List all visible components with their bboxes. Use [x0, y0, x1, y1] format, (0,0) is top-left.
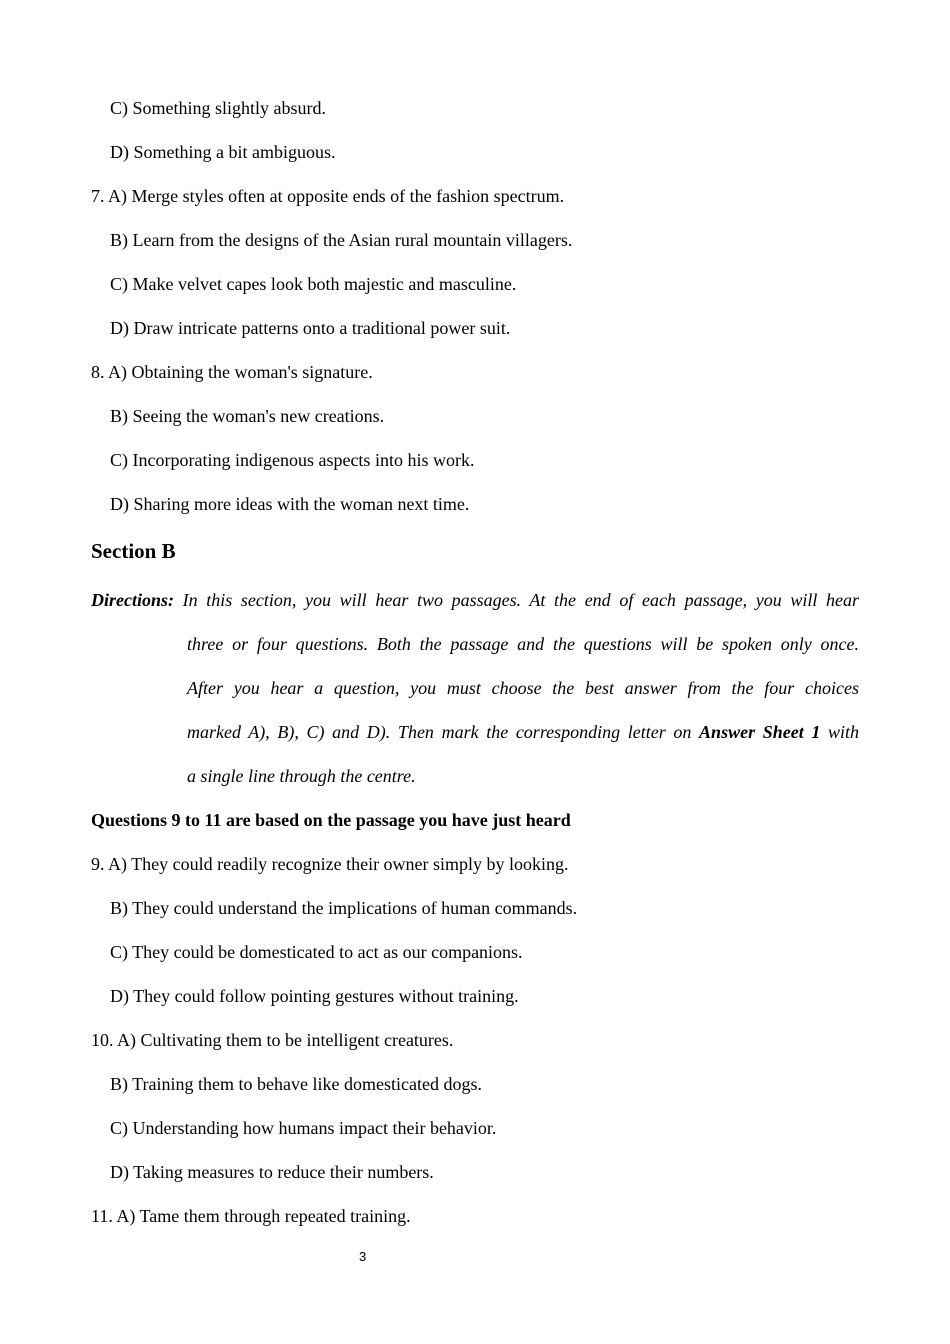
- q9-option-d: D) They could follow pointing gestures without training.: [110, 986, 519, 1006]
- page-number: 3: [359, 1249, 367, 1264]
- directions-label: Directions:: [91, 590, 174, 610]
- q10-option-c: C) Understanding how humans impact their behavior.: [110, 1118, 497, 1138]
- q7-option-c: C) Make velvet capes look both majestic and masculine.: [110, 274, 517, 294]
- directions-line-1: [91, 589, 859, 611]
- q9-option-c: C) They could be domesticated to act as our companions.: [110, 942, 523, 962]
- q9-option-a: 9. A) They could readily recognize their owner simply by looking.: [91, 854, 569, 874]
- q10-option-a: 10. A) Cultivating them to be intelligent creatures.: [91, 1030, 454, 1050]
- directions-line-4: [187, 721, 859, 743]
- q8-option-c: C) Incorporating indigenous aspects into his work.: [110, 450, 475, 470]
- q11-option-a: 11. A) Tame them through repeated training.: [91, 1206, 411, 1226]
- directions-text-4-post: with: [827, 722, 859, 742]
- q10-option-d: D) Taking measures to reduce their numbers.: [110, 1162, 434, 1182]
- q7-option-d: D) Draw intricate patterns onto a traditional power suit.: [110, 318, 511, 338]
- answer-sheet-reference: Answer Sheet 1: [699, 722, 821, 742]
- q8-option-a: 8. A) Obtaining the woman's signature.: [91, 362, 373, 382]
- q8-option-d: D) Sharing more ideas with the woman next time.: [110, 494, 470, 514]
- directions-line-3: After you hear a question, you must choose the best answer from the four choices: [187, 678, 859, 698]
- q8-option-b: B) Seeing the woman's new creations.: [110, 406, 385, 426]
- q6-option-c: C) Something slightly absurd.: [110, 98, 326, 118]
- q9-option-b: B) They could understand the implications of human commands.: [110, 898, 578, 918]
- directions-text-1: In this section, you will hear two passages. At the end of each passage, you will hear: [182, 590, 859, 610]
- directions-line-5: a single line through the centre.: [187, 766, 416, 786]
- section-b-title: Section B: [91, 539, 176, 563]
- q7-option-a: 7. A) Merge styles often at opposite ends of the fashion spectrum.: [91, 186, 565, 206]
- question-group-heading: Questions 9 to 11 are based on the passage you have just heard: [91, 810, 571, 830]
- q6-option-d: D) Something a bit ambiguous.: [110, 142, 336, 162]
- q10-option-b: B) Training them to behave like domesticated dogs.: [110, 1074, 482, 1094]
- directions-text-4-pre: marked A), B), C) and D). Then mark the corresponding letter on: [187, 722, 692, 742]
- q7-option-b: B) Learn from the designs of the Asian rural mountain villagers.: [110, 230, 573, 250]
- directions-line-2: three or four questions. Both the passage and the questions will be spoken only once.: [187, 634, 859, 654]
